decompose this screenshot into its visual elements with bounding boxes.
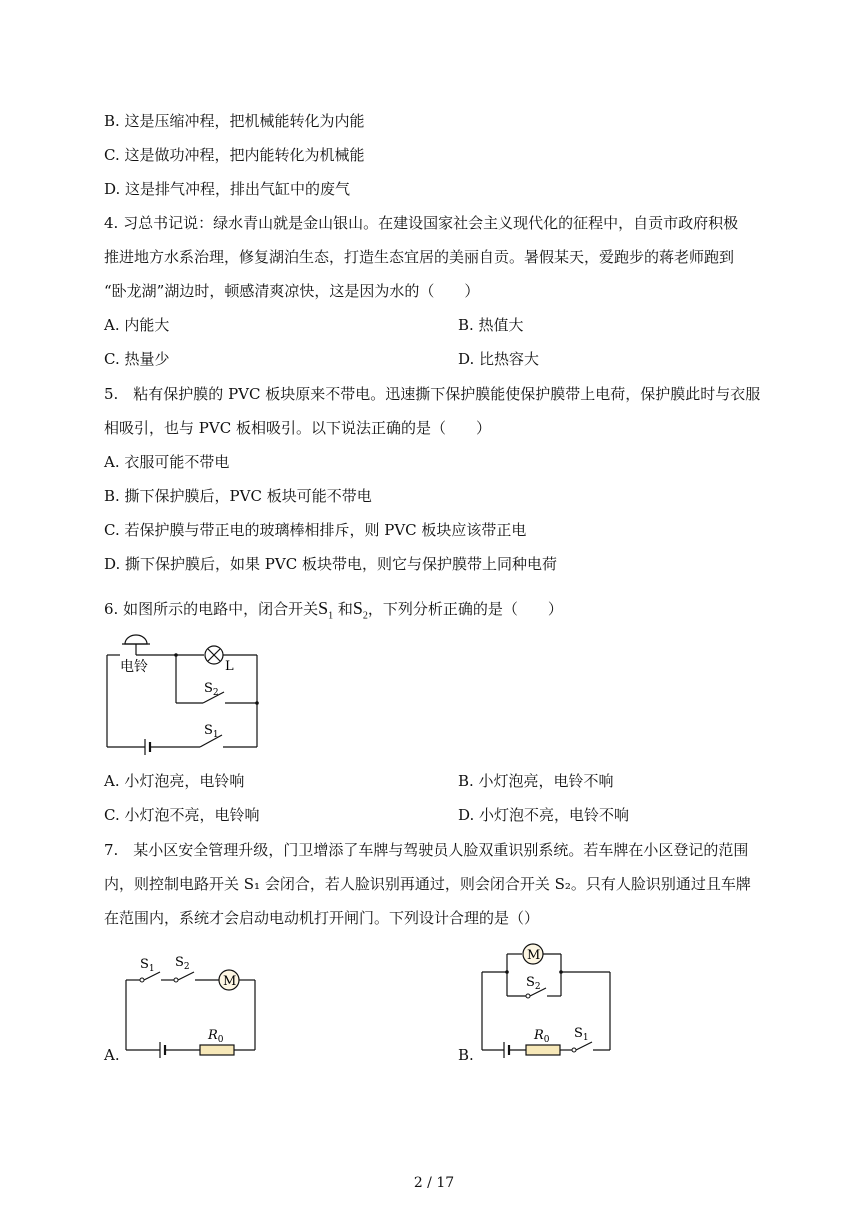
s1-label: $S_1$ xyxy=(574,1026,589,1043)
q7-stem-line2: 内，则控制电路开关 S₁ 会闭合，若人脸识别再通过，则会闭合开关 S₂。只有人脸识别通过且车牌 xyxy=(104,875,751,893)
q6-switch-s2: $S_2$ xyxy=(352,598,368,622)
page-number: 2 / 17 xyxy=(413,1175,455,1191)
q6-option-c: C. 小灯泡不亮，电铃响 xyxy=(104,806,260,824)
switch-s2-icon xyxy=(178,972,194,980)
q6-option-b: B. 小灯泡亮，电铃不响 xyxy=(458,772,614,790)
bell-icon xyxy=(125,635,147,644)
s2-label: $S_2$ xyxy=(204,681,219,698)
q6-option-a: A. 小灯泡亮，电铃响 xyxy=(104,772,245,790)
q5-stem-line1: 5. 粘有保护膜的 PVC 板块原来不带电。迅速撕下保护膜能使保护膜带上电荷，保护膜此时与衣服 xyxy=(104,385,761,403)
switch-s1-icon xyxy=(576,1042,592,1050)
s2-label: $S_2$ xyxy=(526,975,541,992)
q5-option-d: D. 撕下保护膜后，如果 PVC 板块带电，则它与保护膜带上同种电荷 xyxy=(104,555,557,573)
r0-label: $R_0$ xyxy=(534,1028,550,1045)
s2-label: $S_2$ xyxy=(175,955,190,972)
q7-option-a-label: A. xyxy=(104,1046,120,1064)
q6-stem-suffix: ，下列分析正确的是（ ） xyxy=(367,600,563,618)
q7-option-b-label: B. xyxy=(458,1046,474,1064)
q3-option-c: C. 这是做功冲程，把内能转化为机械能 xyxy=(104,146,365,164)
motor-label: M xyxy=(527,948,541,963)
q5-stem-line2: 相吸引，也与 PVC 板相吸引。以下说法正确的是（ ） xyxy=(104,419,491,437)
s1-label: $S_1$ xyxy=(140,957,155,974)
q6-switch-s1: $S_1$ xyxy=(318,598,334,622)
q4-option-a: A. 内能大 xyxy=(104,316,170,334)
lamp-label: L xyxy=(225,659,234,674)
q7-circuit-b xyxy=(476,938,626,1060)
s1-label: $S_1$ xyxy=(204,723,219,740)
q4-option-c: C. 热量少 xyxy=(104,350,170,368)
q6-stem xyxy=(104,598,563,627)
resistor-icon xyxy=(526,1045,560,1055)
q4-option-d: D. 比热容大 xyxy=(458,350,540,368)
bell-label: 电铃 xyxy=(120,659,148,675)
q6-circuit-diagram xyxy=(100,630,270,760)
resistor-icon xyxy=(200,1045,234,1055)
q6-option-d: D. 小灯泡不亮，电铃不响 xyxy=(458,806,630,824)
q3-option-d: D. 这是排气冲程，排出气缸中的废气 xyxy=(104,180,351,198)
q7-stem-line3: 在范围内，系统才会启动电动机打开闸门。下列设计合理的是（） xyxy=(104,909,540,927)
q4-stem-line2: 推进地方水系治理，修复湖泊生态，打造生态宜居的美丽自贡。暑假某天，爱跑步的蒋老师跑到 xyxy=(104,248,735,266)
r0-label: $R_0$ xyxy=(208,1028,224,1045)
q5-option-c: C. 若保护膜与带正电的玻璃棒相排斥，则 PVC 板块应该带正电 xyxy=(104,521,527,539)
q7-stem-line1: 7. 某小区安全管理升级，门卫增添了车牌与驾驶员人脸双重识别系统。若车牌在小区登记的范围 xyxy=(104,841,749,859)
q5-option-b: B. 撕下保护膜后，PVC 板块可能不带电 xyxy=(104,487,372,505)
q7-circuit-a xyxy=(118,950,268,1060)
q3-option-b: B. 这是压缩冲程，把机械能转化为内能 xyxy=(104,112,365,130)
q4-stem-line3: “卧龙湖”湖边时，顿感清爽凉快，这是因为水的（ ） xyxy=(104,282,480,300)
motor-label: M xyxy=(223,974,237,989)
q4-option-b: B. 热值大 xyxy=(458,316,524,334)
q6-stem-and: 和 xyxy=(337,600,353,618)
q5-option-a: A. 衣服可能不带电 xyxy=(104,453,230,471)
q6-stem-prefix: 6. 如图所示的电路中，闭合开关 xyxy=(104,600,319,618)
q4-stem-line1: 4. 习总书记说：绿水青山就是金山银山。在建设国家社会主义现代化的征程中，自贡市政府积极 xyxy=(104,214,739,232)
